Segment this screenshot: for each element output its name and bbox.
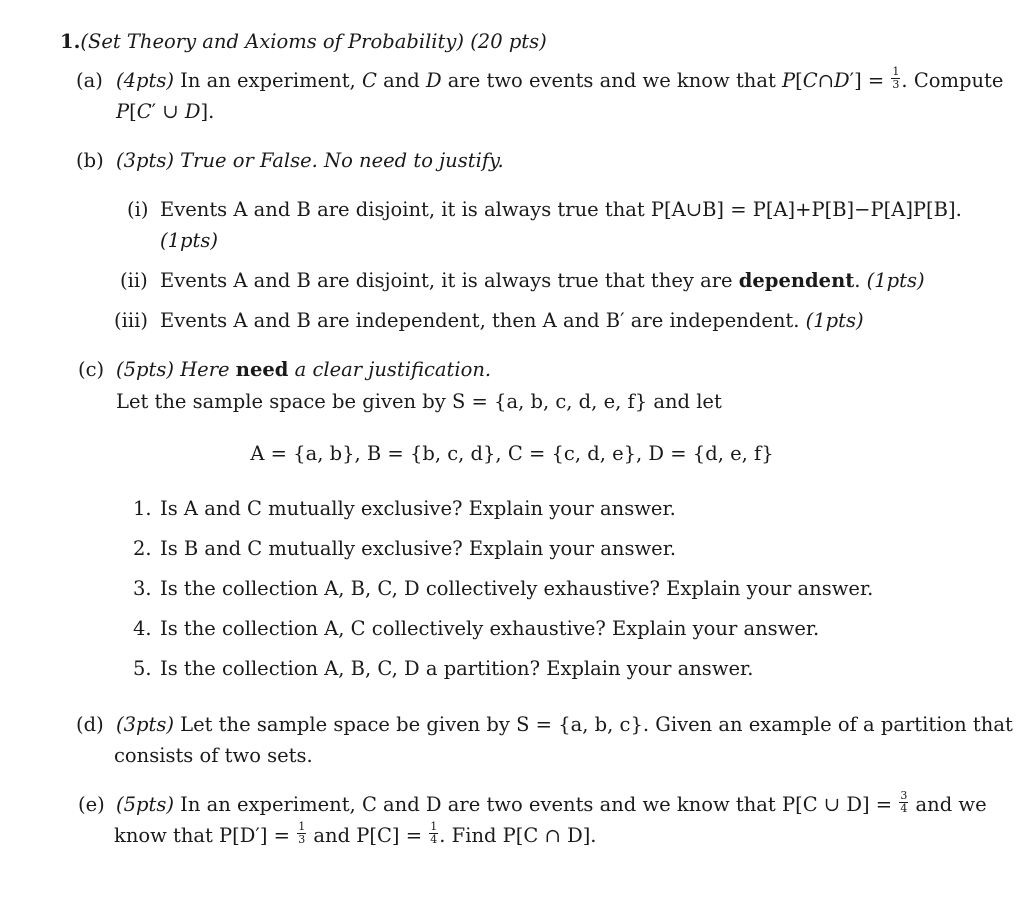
part-e-and-we: and we <box>915 793 987 816</box>
part-b-iii-line <box>160 309 864 333</box>
dependent-keyword: dependent <box>738 269 855 292</box>
part-b-i-label: (i) <box>127 198 149 221</box>
fraction-three-quarters: $\frac{3}{4}$ <box>900 789 908 815</box>
part-d-line2: consists of two sets. <box>114 744 313 767</box>
part-e-and-pc: and P[C] = <box>313 824 423 847</box>
part-b-ii-line: Events A and B are disjoint, it is always true that they are dependent. (1pts) <box>160 269 925 292</box>
part-b-ii-label: (ii) <box>120 269 148 292</box>
part-b-iii-points: (1pts) <box>805 309 864 332</box>
problem-header <box>60 30 547 54</box>
fraction-one-third-e: $\frac{1}{3}$ <box>298 820 306 846</box>
part-d-points: (3pts) <box>116 713 174 736</box>
part-b-i-text: Events A and B are disjoint, it is always true that P[A∪B] = P[A]+P[B]−P[A]P[B]. <box>160 198 962 221</box>
part-a-line1: (4pts) In an experiment, C and D are two events and we know that P[C∩D′] = $\frac{1}{3}$ . Compute <box>116 65 1004 92</box>
question-2-num: 2. <box>133 537 152 560</box>
question-2-text: Is B and C mutually exclusive? Explain your answer. <box>160 537 677 560</box>
part-b-ii-points: (1pts) <box>866 269 925 292</box>
part-b-i-points: (1pts) <box>160 229 218 252</box>
part-e-line2 <box>114 820 597 849</box>
question-4-num: 4. <box>133 617 152 640</box>
question-4-text: Is the collection A, C collectively exhaustive? Explain your answer. <box>160 617 820 640</box>
part-a-text: In an experiment, <box>180 69 356 92</box>
part-e-label: (e) <box>78 793 105 816</box>
part-b-ii-text: Events A and B are disjoint, it is always true that they are <box>160 269 733 292</box>
part-a-label: (a) <box>76 69 103 92</box>
question-1-text: Is A and C mutually exclusive? Explain your answer. <box>160 497 676 520</box>
part-e-points: (5pts) <box>116 793 174 816</box>
question-5-text: Is the collection A, B, C, D a partition? Explain your answer. <box>160 657 754 680</box>
part-c-points: (5pts) <box>116 358 174 381</box>
part-e-line1 <box>116 789 987 818</box>
part-c-sets: A = {a, b}, B = {b, c, d}, C = {c, d, e}, D = {d, e, f} <box>250 442 774 465</box>
question-1-num: 1. <box>133 497 152 520</box>
part-c-heading <box>116 358 491 382</box>
part-e-know-that: know that P[D′] = <box>114 824 290 847</box>
problem-title: (Set Theory and Axioms of Probability) (20 pts) <box>80 30 547 53</box>
part-d-label: (d) <box>76 713 104 736</box>
problem-number: 1. <box>60 30 81 53</box>
part-d-text: Let the sample space be given by S = {a, b, c}. Given an example of a partition that <box>180 713 1013 736</box>
part-e-text: In an experiment, C and D are two events and we know that P[C ∪ D] = <box>180 793 893 816</box>
part-a-compute: . Compute <box>901 69 1004 92</box>
question-3-num: 3. <box>133 577 152 600</box>
part-a-line2: P[C′ ∪ D]. <box>116 100 215 123</box>
part-b-label: (b) <box>76 149 104 172</box>
fraction-one-quarter: $\frac{1}{4}$ <box>430 820 438 846</box>
question-3-text: Is the collection A, B, C, D collectively exhaustive? Explain your answer. <box>160 577 874 600</box>
part-c-here: Here <box>180 358 230 381</box>
question-5-num: 5. <box>133 657 152 680</box>
part-e-find: . Find P[C ∩ D]. <box>439 824 597 847</box>
part-a-points: (4pts) <box>116 69 174 92</box>
part-b-iii-label: (iii) <box>114 309 148 332</box>
need-keyword: need <box>235 358 289 381</box>
part-c-sample-space: Let the sample space be given by S = {a, b, c, d, e, f} and let <box>116 390 722 413</box>
part-b-iii-text: Events A and B are independent, then A and B′ are independent. <box>160 309 800 332</box>
fraction-one-third: $\frac{1}{3}$ <box>892 65 900 91</box>
part-c-label: (c) <box>78 358 105 381</box>
part-b-heading: (3pts) True or False. No need to justify. <box>116 149 504 172</box>
part-c-justification: a clear justification. <box>294 358 492 381</box>
part-d-line1 <box>116 713 1013 737</box>
